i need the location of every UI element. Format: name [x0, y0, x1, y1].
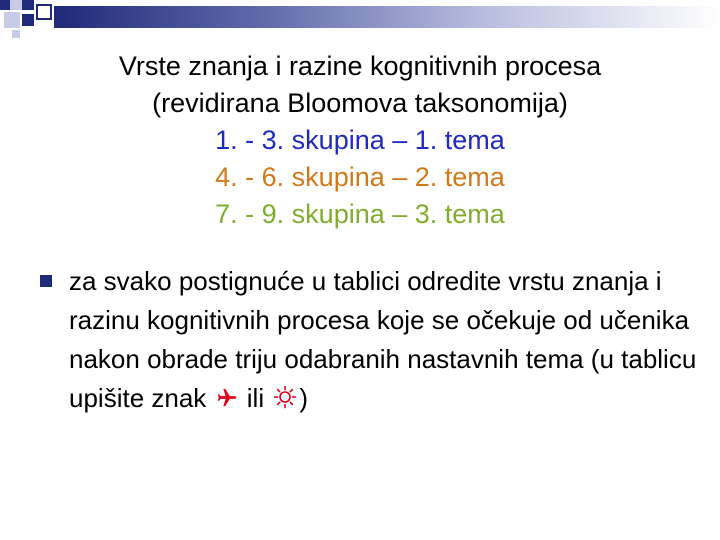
decor-square-4 [36, 4, 52, 20]
decor-square-5 [4, 12, 20, 28]
decor-square-1 [0, 0, 10, 10]
airplane-icon [216, 381, 238, 420]
header-gradient-bar [54, 6, 720, 28]
instruction-text [69, 262, 709, 420]
page-subtitle: (revidirana Bloomova taksonomija) [152, 88, 568, 118]
page-title: Vrste znanja i razine kognitivnih procesa [118, 51, 602, 81]
group-assignment-1: 1. - 3. skupina – 1. tema [215, 125, 505, 155]
group-assignment-2: 4. - 6. skupina – 2. tema [215, 162, 505, 192]
title-block [0, 48, 720, 233]
sun-icon [273, 381, 297, 420]
instruction-or-text: ili [246, 383, 265, 413]
bullet-square-icon [40, 275, 52, 287]
group-assignment-3: 7. - 9. skupina – 3. tema [215, 199, 505, 229]
instruction-close-paren: ) [299, 383, 309, 413]
decor-square-2 [10, 0, 22, 10]
decor-square-3 [22, 0, 34, 10]
instruction-main-text: za svako postignuće u tablici odredite vrstu znanja i razinu kognitivnih procesa koje se očekuje od učenika nakon obrade triju odabranih nastavnih tema (u tablicu upišite znak [69, 266, 697, 413]
decor-square-6 [22, 14, 34, 26]
decor-square-7 [12, 30, 20, 38]
